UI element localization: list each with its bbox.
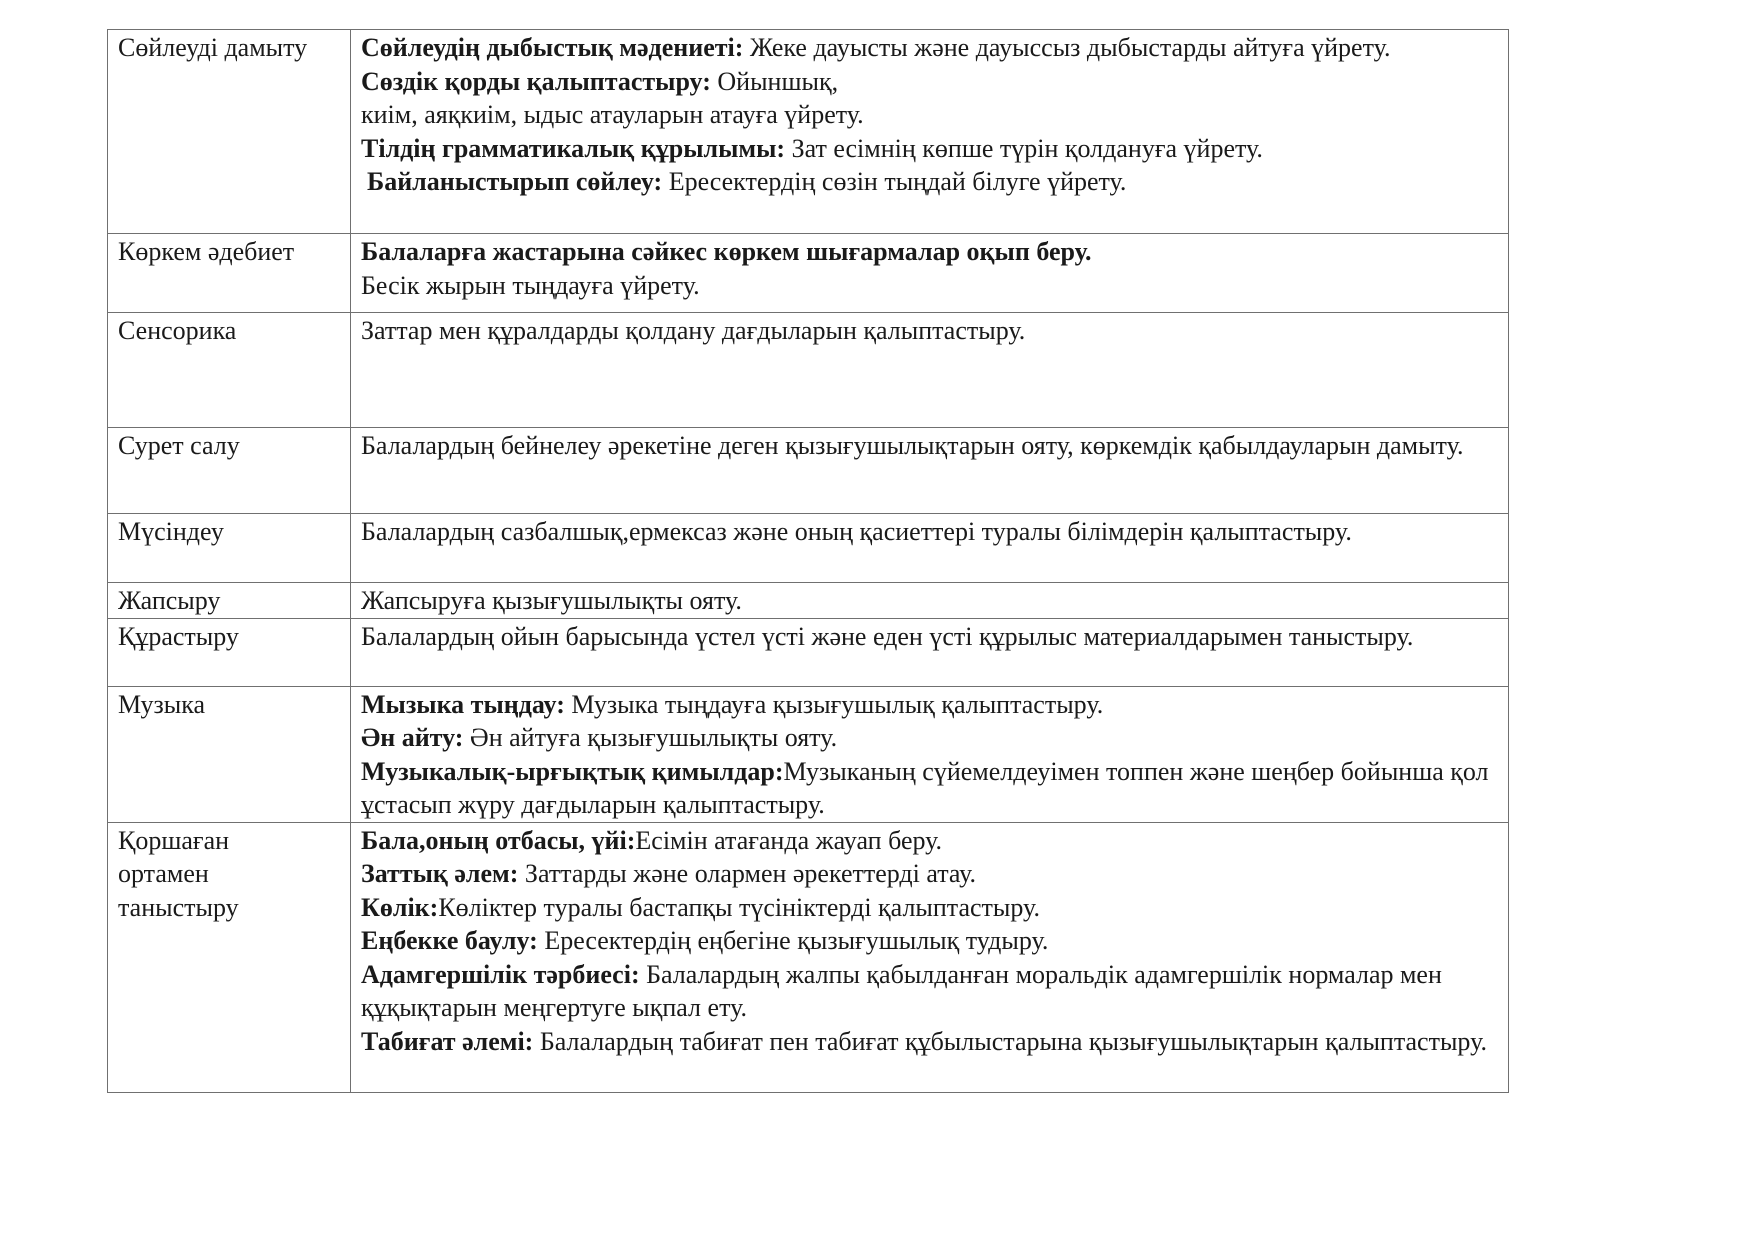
content-line-text: Бесік жырын тыңдауға үйрету. <box>361 270 700 300</box>
content-line <box>361 721 1500 755</box>
content-line-text: Жеке дауысты және дауыссыз дыбыстарды айтуға үйрету. <box>743 33 1391 62</box>
table-row <box>108 30 1509 234</box>
table-row <box>108 514 1509 583</box>
content-line-heading: Заттық әлем: <box>361 859 519 888</box>
content-line <box>361 269 1500 303</box>
content-line-heading: Бала,оның отбасы, үйі: <box>361 825 636 855</box>
content-paragraph <box>361 429 1500 463</box>
content-line <box>361 314 1500 348</box>
content-line <box>361 515 1500 549</box>
subject-cell: Мүсіндеу <box>108 514 351 583</box>
content-line <box>361 98 1500 132</box>
subject-cell: Құрастыру <box>108 618 351 686</box>
content-line-heading: Музыкалық-ырғықтық қимылдар: <box>361 756 784 786</box>
content-cell <box>351 234 1509 313</box>
table-row <box>108 428 1509 514</box>
content-line-text: Балалардың жалпы қабылданған моральдік адамгершілік нормалар мен құқықтарын меңгертуге ықпал ету. <box>361 959 1442 1022</box>
content-line-text: Есімін атағанда жауап беру. <box>635 825 943 855</box>
table-row <box>108 313 1509 428</box>
content-line-heading: Адамгершілік тәрбиесі: <box>361 959 640 989</box>
content-line <box>361 824 1500 858</box>
content-line-text: Балалардың ойын барысында үстел үсті және еден үсті құрылыс материалдарымен таныстыру. <box>361 621 1414 651</box>
content-line <box>361 165 1500 199</box>
content-line-text: Музыканың сүйемелдеуімен топпен және шеңбер бойынша қол ұстасып жүру дағдыларын қалыптастыру. <box>361 756 1489 819</box>
table-row <box>108 618 1509 686</box>
content-line <box>361 31 1500 65</box>
content-line-heading: Ән айту: <box>361 723 464 752</box>
content-line-text: Жапсыруға қызығушылықты ояту. <box>361 586 742 615</box>
subject-cell: Көркем әдебиет <box>108 234 351 313</box>
content-cell <box>351 618 1509 686</box>
content-line-text: Музыка тыңдауға қызығушылық қалыптастыру. <box>564 689 1104 719</box>
content-cell <box>351 30 1509 234</box>
content-line <box>361 65 1500 99</box>
content-line <box>361 891 1500 925</box>
content-line-text: Заттарды және олармен әрекеттерді атау. <box>518 859 977 888</box>
subject-cell: Музыка <box>108 686 351 822</box>
content-line <box>361 857 1500 891</box>
subject-cell: Қоршаған ортамен таныстыру <box>108 822 351 1092</box>
content-line-text: киім, аяқкиім, ыдыс атауларын атауға үйрету. <box>361 100 864 129</box>
content-line <box>361 235 1500 269</box>
subject-cell: Сөйлеуді дамыту <box>108 30 351 234</box>
content-line-heading: Тілдің грамматикалық құрылымы: <box>361 133 786 163</box>
content-cell <box>351 514 1509 583</box>
content-cell <box>351 822 1509 1092</box>
content-line-text: Балалардың табиғат пен табиғат құбылыстарына қызығушылықтарын қалыптастыру. <box>533 1026 1487 1056</box>
content-line <box>361 1025 1500 1059</box>
content-line-heading: Сөздік қорды қалыптастыру: <box>361 66 711 96</box>
content-line <box>361 620 1500 654</box>
content-cell <box>351 313 1509 428</box>
curriculum-table <box>107 29 1509 1093</box>
content-line <box>361 688 1500 722</box>
content-line-heading: Мызыка тыңдау: <box>361 689 565 719</box>
content-line <box>361 584 1500 618</box>
content-line-text: Заттар мен құралдарды қолдану дағдыларын қалыптастыру. <box>361 316 1026 345</box>
subject-cell: Сурет салу <box>108 428 351 514</box>
document-page <box>107 29 1499 1093</box>
subject-cell: Сенсорика <box>108 313 351 428</box>
content-line-heading: Табиғат әлемі: <box>361 1026 534 1056</box>
content-line-heading: Байланыстырып сөйлеу: <box>367 167 663 196</box>
content-line-heading: Көлік: <box>361 892 439 922</box>
table-row <box>108 822 1509 1092</box>
content-line-text: Балалардың бейнелеу әрекетіне деген қызығушылықтарын ояту, көркемдік қабылдауларын дамыту. <box>361 431 1464 460</box>
content-line <box>361 755 1500 822</box>
content-cell <box>351 583 1509 619</box>
content-line-heading: Балаларға жастарына сәйкес көркем шығармалар оқып беру. <box>361 237 1092 266</box>
content-cell <box>351 428 1509 514</box>
content-line-text: Көліктер туралы бастапқы түсініктерді қалыптастыру. <box>438 892 1040 922</box>
table-row <box>108 234 1509 313</box>
content-cell <box>351 686 1509 822</box>
subject-cell: Жапсыру <box>108 583 351 619</box>
content-line-text: Ойыншық, <box>710 66 839 96</box>
content-line-heading: Еңбекке баулу: <box>361 926 538 955</box>
content-line-heading: Сөйлеудің дыбыстық мәдениеті: <box>361 33 744 62</box>
content-line-text: Ересектердің еңбегіне қызығушылық тудыру. <box>537 926 1049 955</box>
content-line-text: Ересектердің сөзін тыңдай білуге үйрету. <box>662 167 1127 196</box>
table-row <box>108 686 1509 822</box>
content-line <box>361 924 1500 958</box>
table-row <box>108 583 1509 619</box>
content-line-text: Зат есімнің көпше түрін қолдануға үйрету. <box>785 133 1263 163</box>
content-line <box>361 132 1500 166</box>
content-line-text: Балалардың сазбалшық,ермексаз және оның қасиеттері туралы білімдерін қалыптастыру. <box>361 517 1352 546</box>
content-line <box>361 958 1500 1025</box>
content-line-text: Ән айтуға қызығушылықты ояту. <box>463 723 838 752</box>
